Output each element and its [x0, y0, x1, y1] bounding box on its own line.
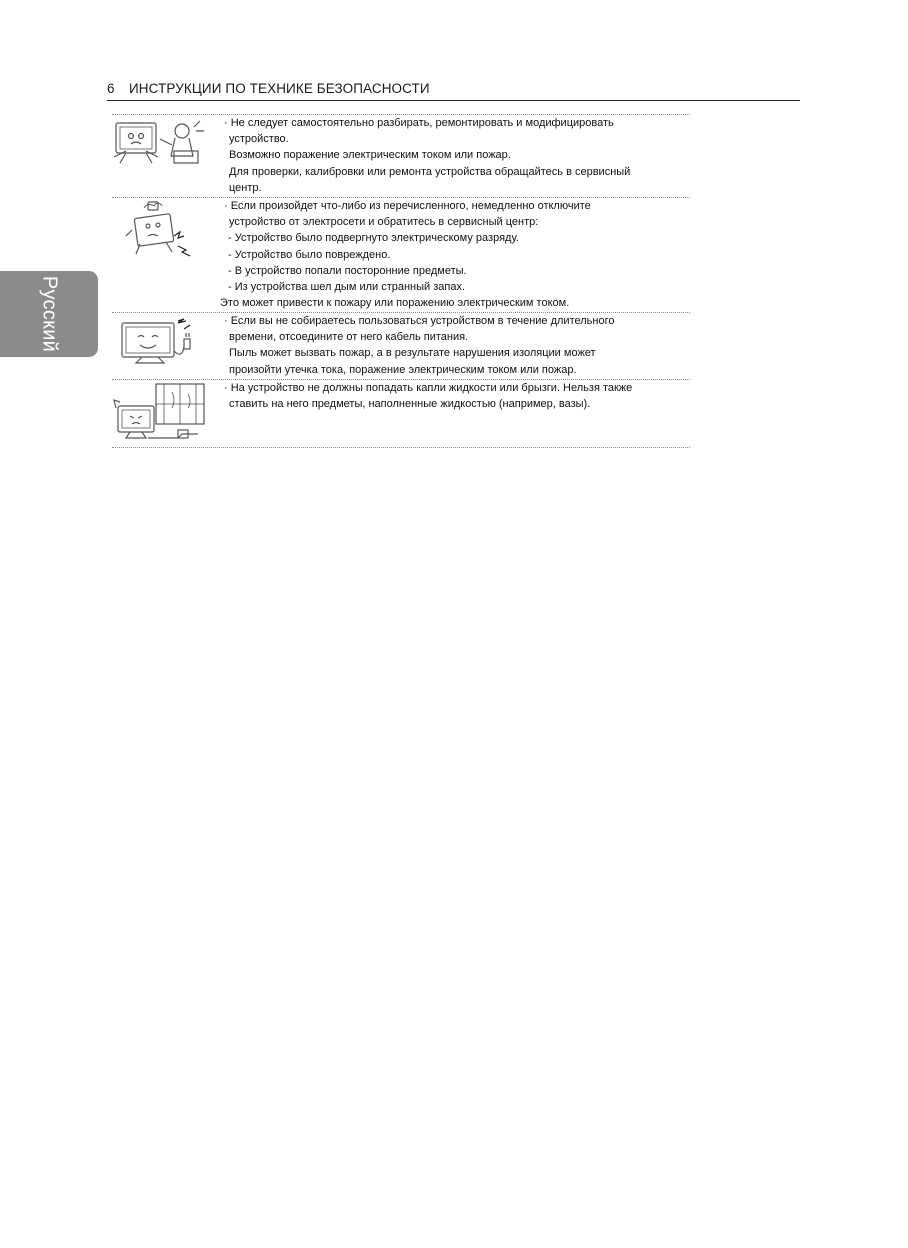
liquid-splash-illustration-icon — [112, 382, 208, 446]
unplug-tv-illustration-icon — [112, 315, 208, 367]
disassembly-warning-illustration-icon — [112, 117, 208, 167]
page-number: 6 — [107, 81, 115, 96]
language-tab-label: Русский — [38, 275, 61, 353]
safety-item-text — [224, 313, 690, 378]
text-line: Это может привести к пожару или поражению электрическим током. — [220, 297, 570, 310]
text-line: Возможно поражение электрическим током или пожар. — [229, 149, 511, 162]
safety-item-disassembly — [112, 114, 690, 197]
text-line: произойти утечка тока, поражение электрическим током или пожар. — [229, 363, 577, 376]
damaged-device-illustration-icon — [112, 200, 208, 260]
text-line: · Если произойдет что-либо из перечисленного, немедленно отключите — [224, 200, 591, 212]
text-line: ставить на него предметы, наполненные жидкостью (например, вазы). — [229, 398, 591, 411]
list-item: - В устройство попали посторонние предметы. — [228, 264, 467, 277]
language-tab — [0, 271, 98, 357]
text-line: · Не следует самостоятельно разбирать, ремонтировать и модифицировать — [224, 117, 614, 129]
text-line: устройство. — [229, 133, 289, 146]
safety-item-unplug — [112, 312, 690, 379]
text-line: Для проверки, калибровки или ремонта устройства обращайтесь в сервисный — [229, 165, 631, 178]
safety-item-malfunction — [112, 197, 690, 312]
list-item: - Устройство было подвергнуто электрическому разряду. — [228, 232, 519, 245]
safety-item-text — [224, 380, 690, 412]
page-title: ИНСТРУКЦИИ ПО ТЕХНИКЕ БЕЗОПАСНОСТИ — [129, 81, 430, 96]
safety-item-text — [224, 115, 690, 196]
list-item: - Из устройства шел дым или странный запах. — [228, 281, 466, 294]
text-line: Пыль может вызвать пожар, а в результате нарушения изоляции может — [229, 347, 596, 360]
text-line: времени, отсоедините от него кабель питания. — [229, 331, 469, 344]
text-line: · На устройство не должны попадать капли жидкости или брызги. Нельзя также — [224, 382, 633, 394]
text-line: центр. — [229, 181, 262, 194]
safety-item-text — [220, 198, 690, 311]
list-item: - Устройство было повреждено. — [228, 248, 391, 261]
text-line: устройство от электросети и обратитесь в сервисный центр: — [229, 216, 539, 229]
safety-item-liquid — [112, 379, 690, 448]
page-header — [107, 80, 800, 101]
text-line: · Если вы не собираетесь пользоваться устройством в течение длительного — [224, 315, 615, 327]
